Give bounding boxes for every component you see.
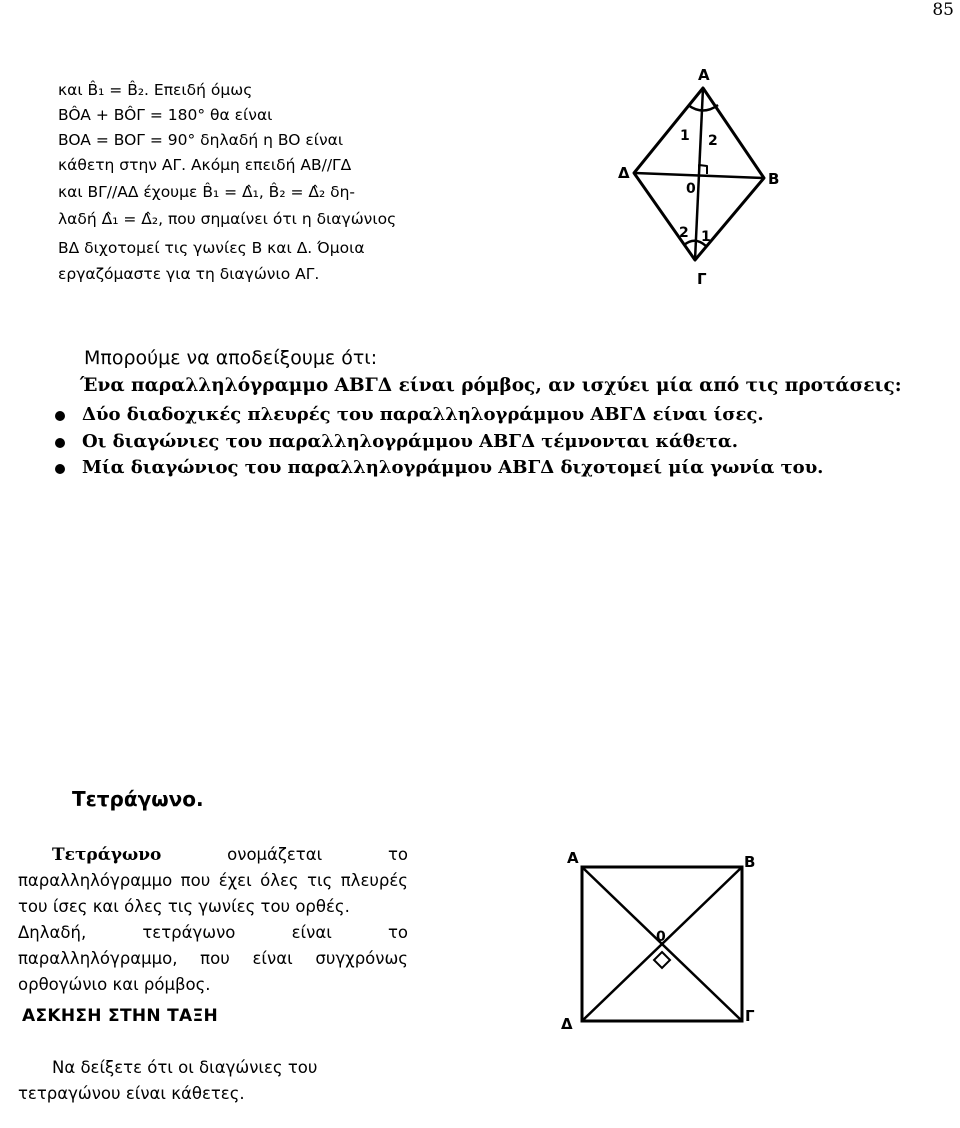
rhombus-label-d: Δ: [618, 164, 630, 182]
definition-term: Τετράγωνο: [52, 845, 162, 865]
exercise-title: ΑΣΚΗΣΗ ΣΤΗΝ ΤΑΞΗ: [22, 1006, 219, 1026]
rhombus-label-b: B: [768, 170, 780, 188]
right-angle-mark: [654, 952, 670, 968]
list-item: [52, 402, 823, 429]
proof-line-6: λαδή Δ̂₁ = Δ̂₂, που σημαίνει ότι η διαγώνιος: [58, 210, 397, 228]
definition-text-2: Δηλαδή, τετράγωνο είναι το παραλληλόγραμμο, που είναι συγχρόνως ορθογώνιο και ρόμβος.: [18, 923, 408, 994]
definition-text-1: ονομάζεται το παραλληλόγραμμο που έχει όλες τις πλευρές του ίσες και όλες τις γωνίες του ορθές.: [18, 845, 408, 916]
proof-line-8: εργαζόμαστε για τη διαγώνιο ΑΓ.: [58, 265, 320, 283]
rhombus-label-g: Γ: [697, 270, 707, 288]
bullet-icon: [55, 438, 65, 448]
proof-line-5: και ΒΓ//ΑΔ έχουμε B̂₁ = Δ̂₁, B̂₂ = Δ̂₂ δη-: [58, 183, 356, 201]
rhombus-statement: Ένα παραλληλόγραμμο ΑΒΓΔ είναι ρόμβος, αν ισχύει μία από τις προτάσεις:: [80, 375, 902, 396]
square-definition: [18, 842, 408, 998]
bullet-icon: [55, 411, 65, 421]
section-title: Τετράγωνο.: [72, 787, 204, 811]
criterion-text: Δύο διαδοχικές πλευρές του παραλληλογράμμου ΑΒΓΔ είναι ίσες.: [82, 404, 764, 425]
proof-line-3: BOA = BOΓ = 90° δηλαδή η BO είναι: [58, 131, 344, 149]
proof-line-4: κάθετη στην ΑΓ. Ακόμη επειδή ΑΒ//ΓΔ: [58, 156, 352, 174]
list-item: [52, 429, 823, 456]
square-label-o: 0: [656, 929, 666, 945]
square-figure: [555, 845, 775, 1035]
square-label-g: Γ: [745, 1007, 755, 1025]
square-label-a: A: [567, 849, 579, 867]
square-label-d: Δ: [561, 1015, 573, 1033]
proof-line-1: και B̂₁ = B̂₂. Επειδή όμως: [58, 81, 253, 99]
rhombus-label-a: A: [698, 66, 710, 84]
criterion-text: Μία διαγώνιος του παραλληλογράμμου ΑΒΓΔ διχοτομεί μία γωνία του.: [82, 457, 824, 478]
rhombus-angle-g1: 1: [701, 229, 711, 245]
proof-line-2: BÔA + BÔΓ = 180° θα είναι: [58, 106, 273, 124]
criteria-intro: Μπορούμε να αποδείξουμε ότι:: [84, 347, 378, 369]
criterion-text: Οι διαγώνιες του παραλληλογράμμου ΑΒΓΔ τέμνονται κάθετα.: [82, 430, 738, 452]
bullet-icon: [55, 464, 65, 474]
rhombus-figure: [600, 60, 800, 290]
proof-line-7: ΒΔ διχοτομεί τις γωνίες Β και Δ. Όμοια: [58, 239, 365, 257]
rhombus-angle-a2: 2: [708, 133, 718, 149]
list-item: [52, 455, 823, 482]
square-label-b: B: [744, 853, 756, 871]
criteria-list: [52, 402, 823, 482]
definition-paragraph: [18, 842, 408, 920]
rhombus-angle-a1: 1: [680, 128, 690, 144]
rhombus-angle-g2: 2: [679, 225, 689, 241]
exercise-text: Να δείξετε ότι οι διαγώνιες του τετραγώνου είναι κάθετες.: [18, 1058, 318, 1103]
page-number: 85: [932, 0, 954, 20]
rhombus-label-o: 0: [686, 181, 696, 197]
